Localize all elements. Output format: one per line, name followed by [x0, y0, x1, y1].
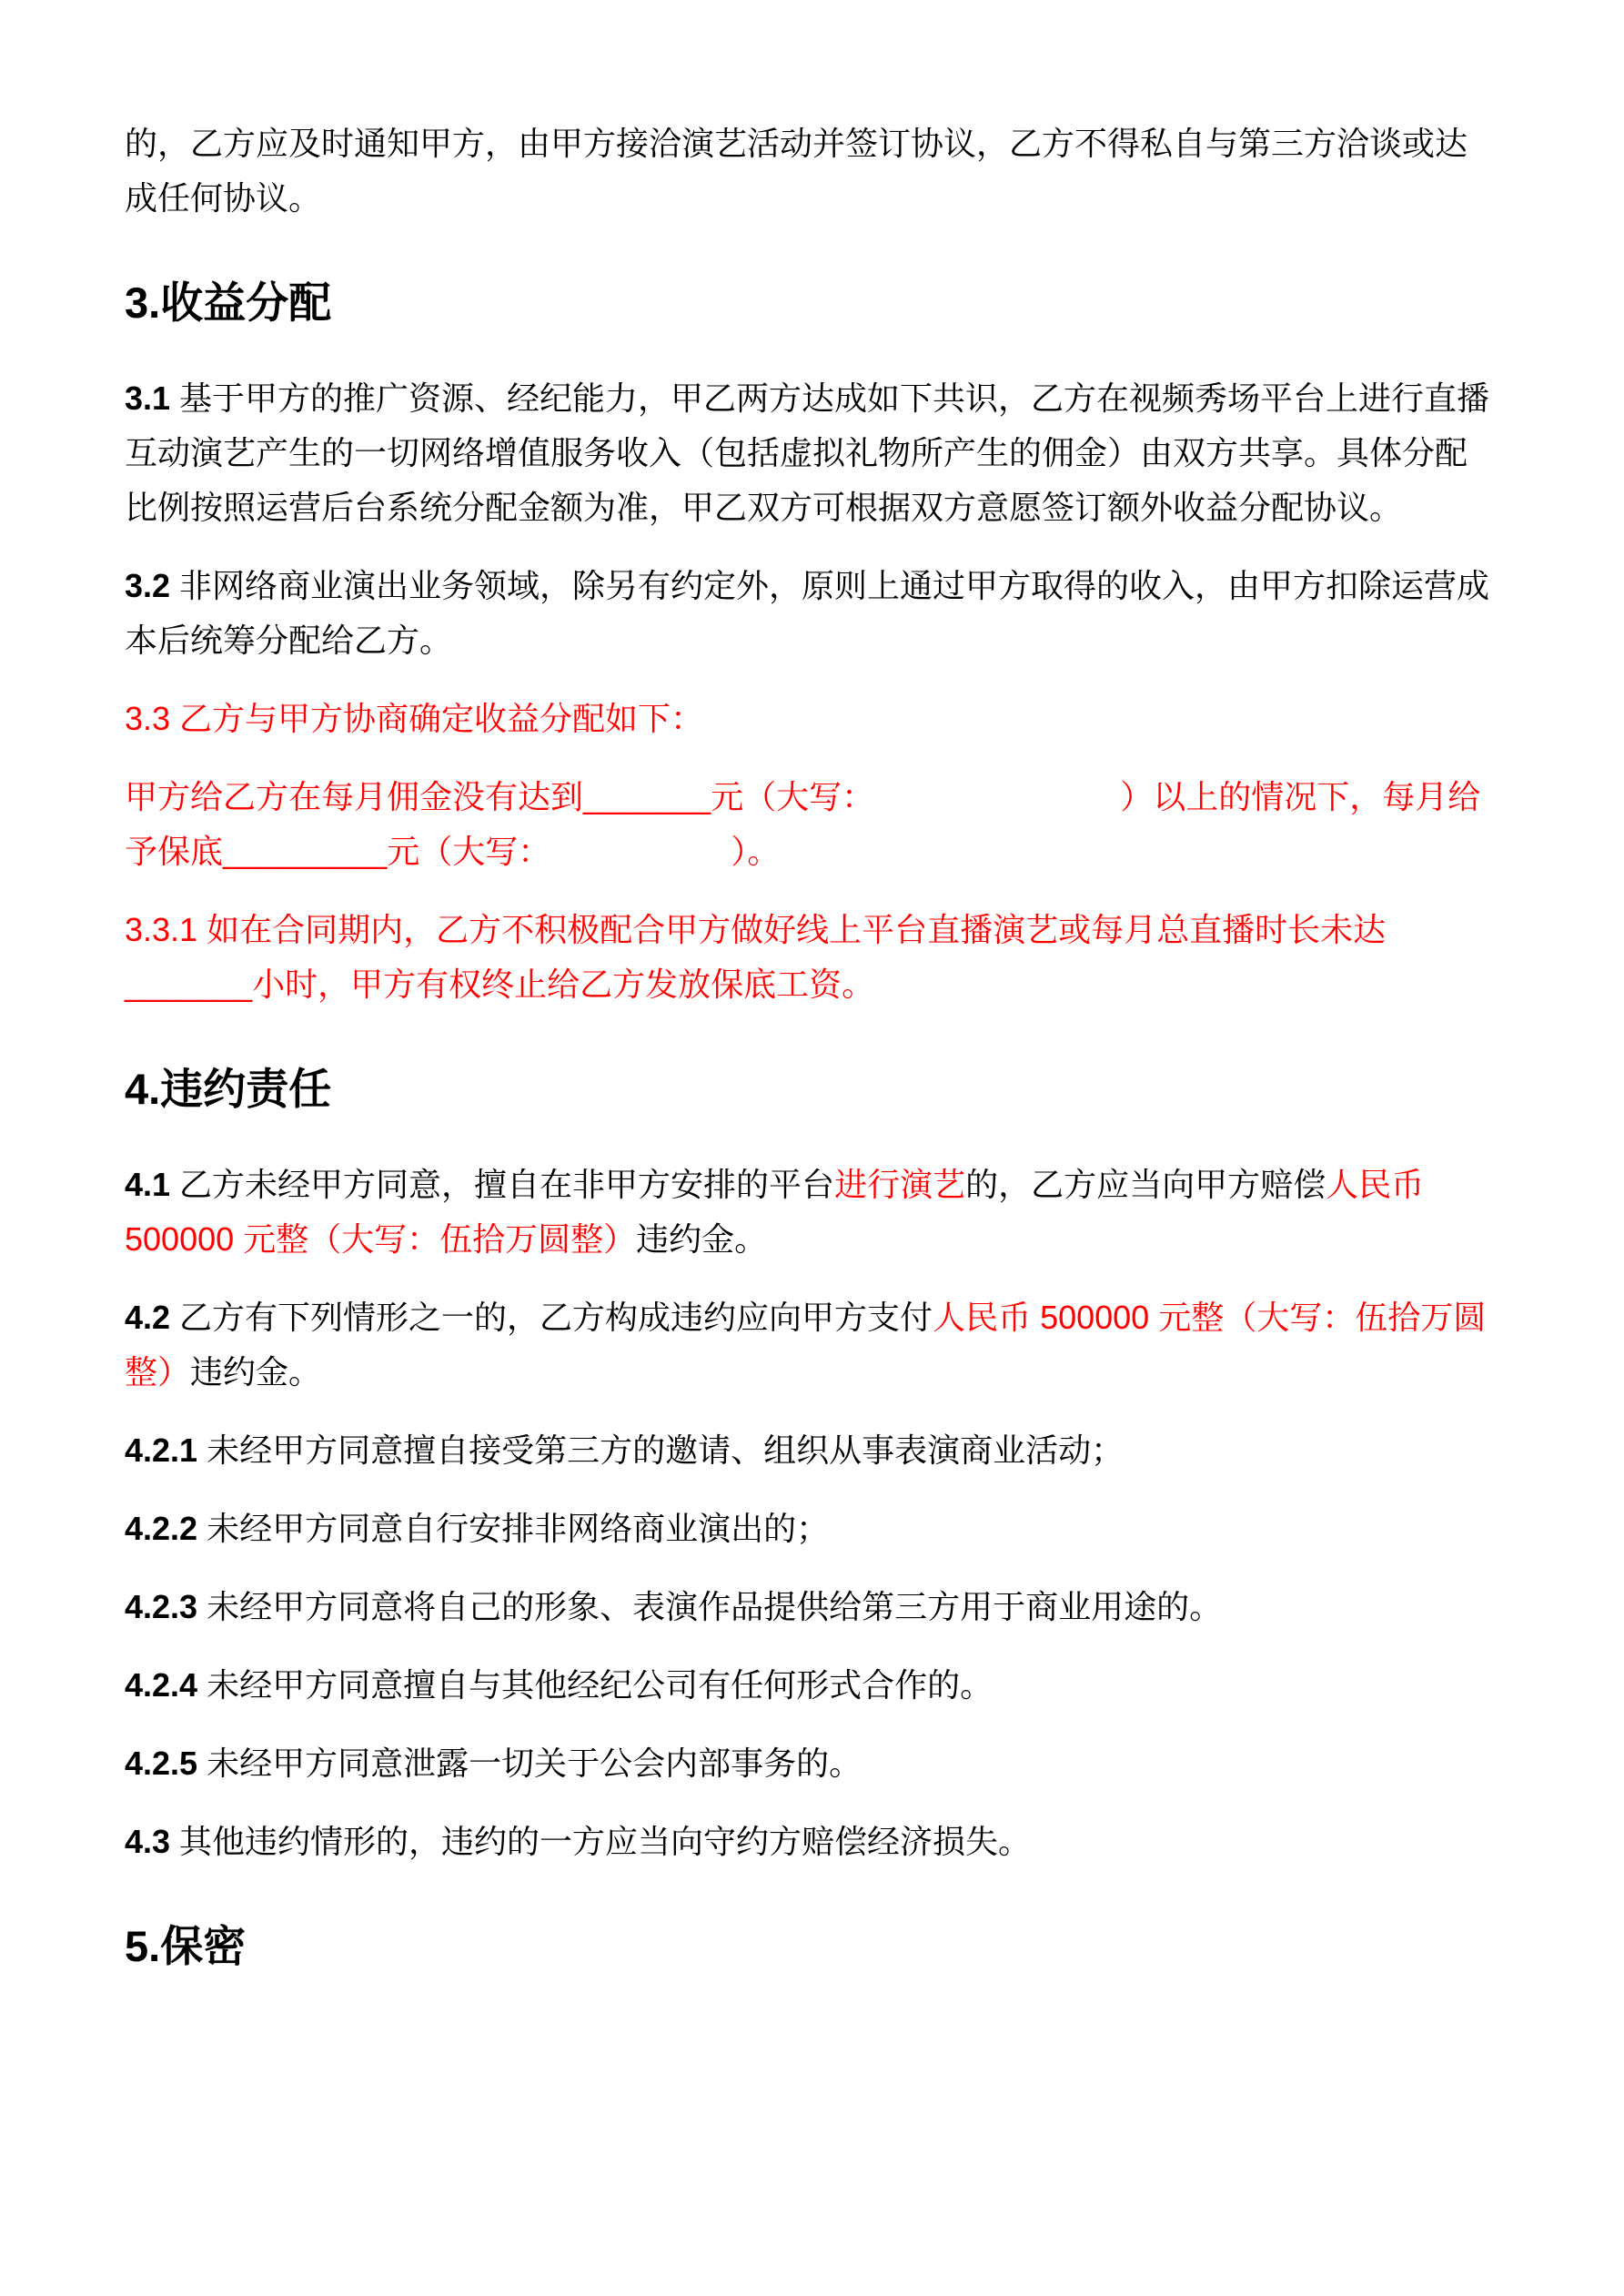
clause-text: 的，乙方应当向甲方赔偿	[965, 1166, 1326, 1203]
heading-breach-liability	[125, 1061, 1499, 1118]
heading-text: 3.收益分配	[125, 278, 332, 327]
highlight-red-text: 人民币 500000 元整（大写：伍拾万	[933, 1299, 1454, 1336]
clause-3-3	[125, 692, 1499, 746]
clause-3-2	[125, 559, 1499, 668]
clause-number: 4.2.1	[125, 1431, 198, 1469]
clause-text: 3.3 乙方与甲方协商确定收益分配如下：	[125, 700, 704, 737]
clause-number: 4.2.2	[125, 1510, 198, 1547]
clause-text: 小时，甲方有权终止给乙方发放保底工资。	[252, 966, 875, 1003]
clause-text: 非网络商业演出业务领域，除另有约定外，原则上通过甲方取得的收入，由甲方扣除运营成本后统筹分配给乙方。	[125, 567, 1490, 659]
clause-number: 4.3	[125, 1823, 171, 1860]
clause-number: 4.2.4	[125, 1666, 198, 1704]
heading-text: 4.违约责任	[125, 1065, 332, 1113]
clause-3-1	[125, 371, 1499, 535]
clause-text: 未经甲方同意擅自与其他经纪公司有任何形式合作的。	[197, 1666, 994, 1704]
clause-text: 乙方未经甲方同意，擅自在非甲方安排的平台	[170, 1166, 835, 1203]
clause-text: 基于甲方的推广资源、经纪能力，甲乙两方达成如下共识，乙方在视频秀场平台上进行直播互动演艺产生的一切网络增值服务收入（包括虚拟礼物所产生的佣金）由双方共享。具体分配比例按照运营后台系统分配金额为准，甲乙双方可根据双方意愿签订额外收益分配协议。	[125, 379, 1490, 526]
heading-revenue-distribution	[125, 275, 1499, 331]
clause-text: 违约金。	[636, 1220, 768, 1258]
clause-text: 元（大写：	[387, 833, 535, 870]
clause-text: 未经甲方同意擅自接受第三方的邀请、组织从事表演商业活动；	[197, 1431, 1125, 1469]
clause-4-2-3	[125, 1580, 1499, 1634]
clause-text: 乙方有下列情形之一的，乙方构成违约应向甲方支付	[170, 1299, 933, 1336]
highlight-red-text: 进行演艺	[834, 1166, 966, 1203]
clause-number: 4.2	[125, 1299, 171, 1336]
clause-4-2-2	[125, 1502, 1499, 1556]
paragraph-continuation	[125, 116, 1499, 226]
clause-text: 元（大写：	[711, 778, 859, 815]
clause-number: 4.2.5	[125, 1745, 198, 1782]
clause-4-2-1	[125, 1423, 1499, 1478]
clause-4-3	[125, 1815, 1499, 1869]
clause-number: 3.1	[125, 379, 171, 417]
clause-text: 违约金。	[190, 1353, 322, 1391]
clause-text: ）。	[731, 833, 781, 870]
clause-4-2	[125, 1290, 1499, 1400]
clause-number: 3.2	[125, 567, 171, 604]
highlight-red-text: 圆整）	[125, 1299, 1487, 1391]
clause-text: 其他违约情形的，违约的一方应当向守约方赔偿经济损失。	[170, 1823, 1032, 1860]
heading-confidentiality	[125, 1918, 1499, 1975]
clause-number: 4.1	[125, 1166, 171, 1203]
clause-4-1	[125, 1158, 1499, 1267]
clause-text: 甲方给乙方在每月佣金没有达到	[125, 778, 584, 815]
highlight-red-text: 人民币 500000 元整（大写：伍拾万圆整）	[125, 1166, 1434, 1258]
clause-3-3-1	[125, 903, 1499, 1012]
blank-line: _______	[583, 778, 711, 815]
fill-space	[534, 833, 731, 870]
fill-space	[858, 778, 1120, 815]
clause-text: 3.3.1 如在合同期内，乙方不积极配合甲方做好线上平台直播演艺或每月总直播时长未达	[125, 911, 1387, 948]
clause-3-3-guarantee	[125, 770, 1499, 879]
clause-4-2-5	[125, 1736, 1499, 1791]
clause-text: ）以上的情况下，每月给予保底	[125, 778, 1481, 870]
clause-text: 未经甲方同意将自己的形象、表演作品提供给第三方用于商业用途的。	[197, 1588, 1223, 1625]
clause-text: 未经甲方同意泄露一切关于公会内部事务的。	[197, 1745, 862, 1782]
clause-number: 4.2.3	[125, 1588, 198, 1625]
blank-line: _________	[223, 833, 388, 870]
clause-text: 未经甲方同意自行安排非网络商业演出的；	[197, 1510, 830, 1547]
blank-line: _______	[125, 966, 253, 1003]
clause-text: 的，乙方应及时通知甲方，由甲方接洽演艺活动并签订协议，乙方不得私自与第三方洽谈或达成任何协议。	[125, 125, 1468, 217]
heading-text: 5.保密	[125, 1922, 247, 1970]
clause-4-2-4	[125, 1658, 1499, 1713]
